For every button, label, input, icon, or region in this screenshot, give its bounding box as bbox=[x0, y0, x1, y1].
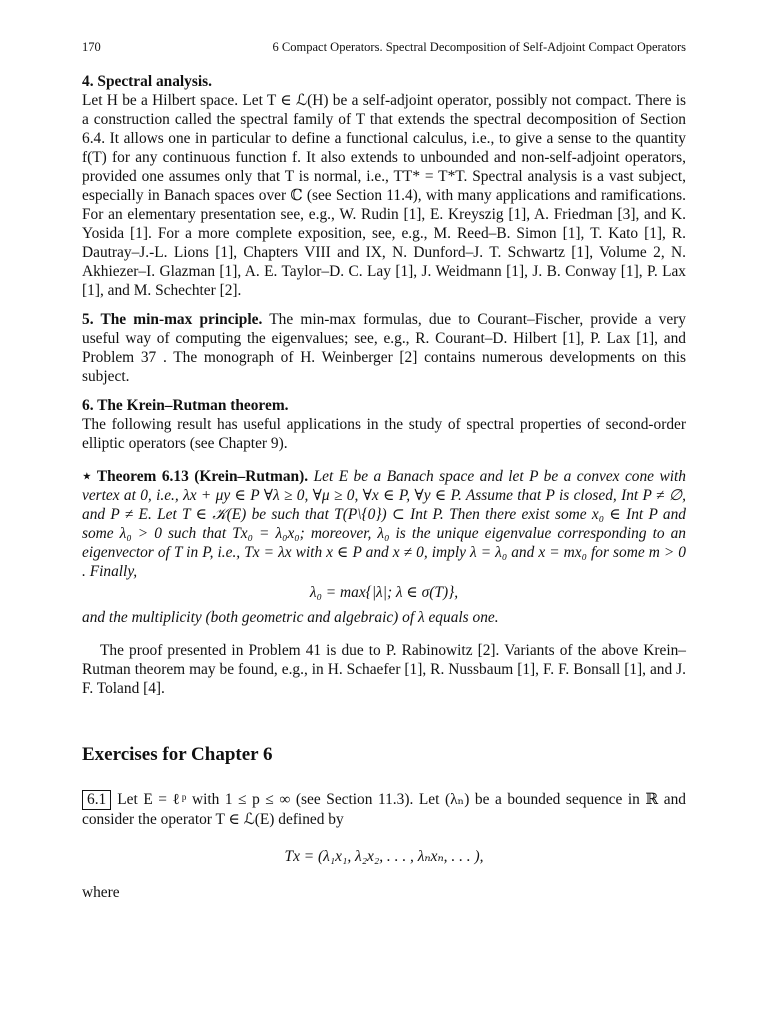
exercise-6-1-text: Let E = ℓᵖ with 1 ≤ p ≤ ∞ (see Section 11.3). Let (λₙ) be a bounded sequence in ℝ and consider the operator T ∈ ℒ(E) defined by bbox=[82, 791, 686, 828]
exercise-display-equation: Tx = (λ₁x₁, λ₂x₂, . . . , λₙxₙ, . . . ), bbox=[284, 848, 484, 865]
section-5-text: The min-max formulas, due to Courant–Fischer, provide a very useful way of computing the eigenvalues; see, e.g., R. Courant–D. Hilbert [1], P. Lax [1], and Problem 37 . The monograph of H. Weinberger [2] contains numerous developments on this subject. bbox=[82, 311, 686, 385]
theorem-label: ⋆ Theorem 6.13 (Krein–Rutman). bbox=[82, 468, 309, 485]
section-4-heading: 4. Spectral analysis. bbox=[82, 73, 212, 90]
where-text: where bbox=[82, 884, 120, 901]
theorem-conclusion: and the multiplicity (both geometric and algebraic) of λ equals one. bbox=[82, 609, 499, 626]
exercise-6-1 bbox=[82, 790, 686, 829]
theorem-equation: λ₀ = max{|λ|; λ ∈ σ(T)}, bbox=[309, 584, 459, 601]
section-6-text: The following result has useful applications in the study of spectral properties of second-order elliptic operators (see Chapter 9). bbox=[82, 416, 686, 452]
section-5-heading: 5. The min-max principle. bbox=[82, 311, 263, 328]
page-number: 170 bbox=[82, 40, 101, 54]
theorem-statement bbox=[82, 467, 686, 581]
running-title: 6 Compact Operators. Spectral Decomposition of Self-Adjoint Compact Operators bbox=[272, 40, 686, 54]
exercises-title: Exercises for Chapter 6 bbox=[82, 744, 273, 765]
page-body bbox=[82, 72, 686, 902]
section-6-heading: 6. The Krein–Rutman theorem. bbox=[82, 397, 289, 414]
post-theorem-text: The proof presented in Problem 41 is due to P. Rabinowitz [2]. Variants of the above Krein–Rutman theorem may be found, e.g., in H. Schaefer [1], R. Nussbaum [1], F. F. Bonsall [1], and J. F. Toland [4]. bbox=[82, 642, 686, 697]
section-5-paragraph bbox=[82, 310, 686, 386]
exercise-number-box: 6.1 bbox=[82, 790, 111, 810]
running-head bbox=[82, 40, 686, 55]
section-4-text: Let H be a Hilbert space. Let T ∈ ℒ(H) be a self-adjoint operator, possibly not compact. There is a construction called the spectral family of T that extends the spectral decomposition of Section 6.4. It allows one in particular to define a functional calculus, i.e., to give a sense to the quantity f(T) for any continuous function f. It also extends to unbounded and non-self-adjoint operators, provided one assumes only that T is normal, i.e., TT* = T*T. Spectral analysis is a vast subject, especially in Banach spaces over ℂ (see Section 11.4), with many applications and ramifications. For an elementary presentation see, e.g., W. Rudin [1], E. Kreyszig [1], A. Friedman [3], and K. Yosida [1]. For a more complete exposition, see, e.g., M. Reed–B. Simon [1], T. Kato [1], R. Dautray–J.-L. Lions [1], Chapters VIII and IX, N. Dunford–J. T. Schwartz [1], Volume 2, N. Akhiezer–I. Glazman [1], A. E. Taylor–D. C. Lay [1], J. Weidmann [1], J. B. Conway [1], P. Lax [1], and M. Schechter [2]. bbox=[82, 92, 686, 299]
theorem-text: Let E be a Banach space and let P be a convex cone with vertex at 0, i.e., λx + μy ∈ P ∀λ ≥ 0, ∀μ ≥ 0, ∀x ∈ P, ∀y ∈ P. Assume that P is closed, Int P ≠ ∅, and P ≠ E. Let T ∈ 𝒦(E) be such that T(P\{0}) ⊂ Int P. Then there exist some x₀ ∈ Int P and some λ₀ > 0 such that Tx₀ = λ₀x₀; moreover, λ₀ is the unique eigenvalue corresponding to an eigenvector of T in P, i.e., Tx = λx with x ∈ P and x ≠ 0, imply λ = λ₀ and x = mx₀ for some m > 0 . Finally, bbox=[82, 468, 686, 580]
